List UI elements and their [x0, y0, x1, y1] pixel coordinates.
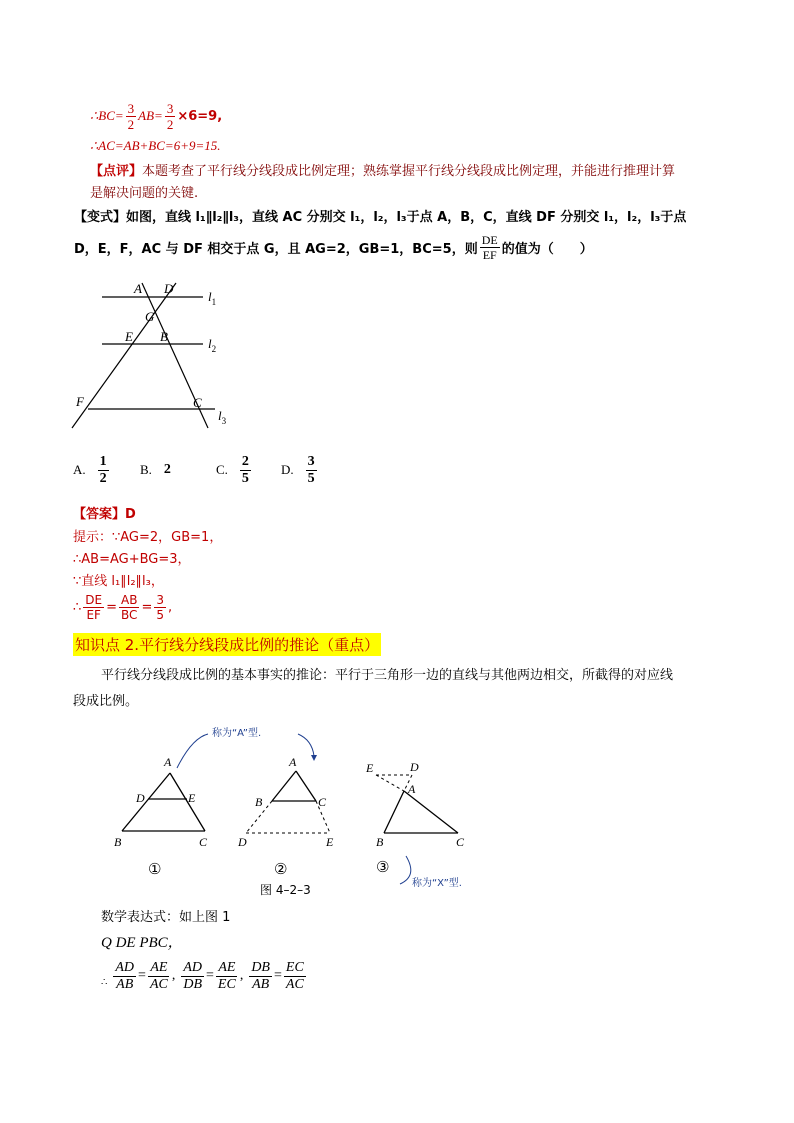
option-a[interactable]: A. $\frac{1}{2}$: [73, 453, 107, 486]
line-df: [72, 283, 176, 428]
fraction: $\frac{3}{2}$: [127, 100, 135, 132]
variant-label: 【变式】: [74, 210, 127, 225]
math-line-1: 数学表达式：如上图 1: [101, 910, 231, 925]
label-f: F: [76, 394, 84, 409]
knowledge-para-2: 段成比例。: [73, 694, 139, 709]
answer-label: 【答案】D: [73, 507, 136, 522]
svg-text:A: A: [164, 755, 172, 769]
option-c[interactable]: C. $\frac{2}{5}$: [216, 453, 249, 486]
answer-hint-2: ∴AB=AG+BG=3，: [73, 552, 191, 567]
svg-text:B: B: [114, 835, 122, 849]
arrow-a: [177, 734, 208, 768]
answer-hint-3: ∵直线 l₁∥l₂∥l₃，: [73, 574, 164, 589]
variant-line-2: D，E，F，AC 与 DF 相交于点 G，且 AG=2，GB=1，BC=5，则 $\frac{DE}{EF}$ 的值为（ ）: [74, 232, 593, 262]
triangle-figures: [100, 716, 530, 896]
label-c: C: [193, 395, 202, 410]
label-l2: $l_2$: [208, 336, 217, 354]
label-b: B: [160, 329, 168, 344]
svg-text:D: D: [410, 760, 419, 774]
note-a-type: 称为“A”型.: [212, 728, 262, 739]
figure-number-2: ②: [274, 860, 288, 878]
label-l1: $l_1$: [208, 289, 217, 307]
svg-text:C: C: [456, 835, 465, 849]
comment-text-1: 本题考查了平行线分线段成比例定理；熟练掌握平行线分线段成比例定理，并能进行推理计算: [142, 164, 676, 179]
svg-text:E: E: [366, 761, 374, 775]
math-proportion-equation: ∴ $\frac{AD}{AB}$ = $\frac{AE}{AC}$ , $\frac{AD}{DB}$ = $\frac{AE}{EC}$ , $\frac{DB}{AB}$ = $\frac{EC}{AC}$: [101, 959, 304, 992]
svg-text:B: B: [255, 795, 263, 809]
knowledge-para-1: 平行线分线段成比例的基本事实的推论：平行于三角形一边的直线与其他两边相交，所截得的对应线: [101, 668, 674, 683]
svg-text:D: D: [136, 791, 145, 805]
figure-number-1: ①: [148, 860, 162, 878]
figure-caption: 图 4–2–3: [260, 883, 311, 896]
fraction-de-ef: $\frac{DE}{EF}$: [481, 232, 498, 262]
comment-line-2: 是解决问题的关键.: [90, 186, 199, 201]
option-b[interactable]: B. 2: [140, 462, 171, 477]
parallel-lines-figure: [60, 276, 250, 436]
variant-line-1: [74, 206, 686, 225]
figure-number-3: ③: [376, 858, 390, 876]
comment-line-1: [90, 160, 675, 179]
solution-line-1: ∴BC= $\frac{3}{2}$ AB= $\frac{3}{2}$ ×6=9,: [90, 100, 223, 132]
label-l3: $l_3$: [218, 408, 227, 426]
svg-text:C: C: [199, 835, 208, 849]
note-x-type: 称为“X”型.: [412, 878, 462, 889]
fraction: $\frac{3}{2}$: [166, 100, 174, 132]
solution-line-2: ∴AC=AB+BC=6+9=15.: [90, 138, 221, 153]
svg-text:E: E: [188, 791, 196, 805]
answer-hint-4: ∴ $\frac{DE}{EF}$ = $\frac{AB}{BC}$ = $\frac{3}{5}$ ,: [73, 592, 173, 622]
answer-hint-1: 提示：∵AG=2，GB=1，: [73, 530, 223, 545]
option-d[interactable]: D. $\frac{3}{5}$: [281, 453, 315, 486]
knowledge-heading: 知识点 2.平行线分线段成比例的推论（重点）: [73, 633, 381, 656]
variant-text-1: 如图，直线 l₁∥l₂∥l₃，直线 AC 分别交 l₁，l₂，l₃于点 A，B，C，直线 DF 分别交 l₁，l₂，l₃于点: [126, 210, 687, 225]
svg-text:B: B: [376, 835, 384, 849]
math-line-2: Q DE PBC，: [101, 935, 183, 951]
solution-line-1-prefix: ∴BC=: [90, 108, 124, 123]
label-a: A: [134, 281, 142, 296]
label-g: G: [145, 309, 155, 324]
svg-text:D: D: [238, 835, 247, 849]
variant-text-2: D，E，F，AC 与 DF 相交于点 G，且 AG=2，GB=1，BC=5，则: [74, 241, 478, 257]
arrow-x: [400, 856, 411, 884]
svg-text:A: A: [289, 755, 297, 769]
svg-text:C: C: [318, 795, 327, 809]
comment-label: 【点评】: [90, 164, 143, 179]
svg-text:E: E: [326, 835, 334, 849]
label-d: D: [164, 281, 174, 296]
svg-text:A: A: [408, 782, 416, 796]
label-e: E: [125, 329, 133, 344]
